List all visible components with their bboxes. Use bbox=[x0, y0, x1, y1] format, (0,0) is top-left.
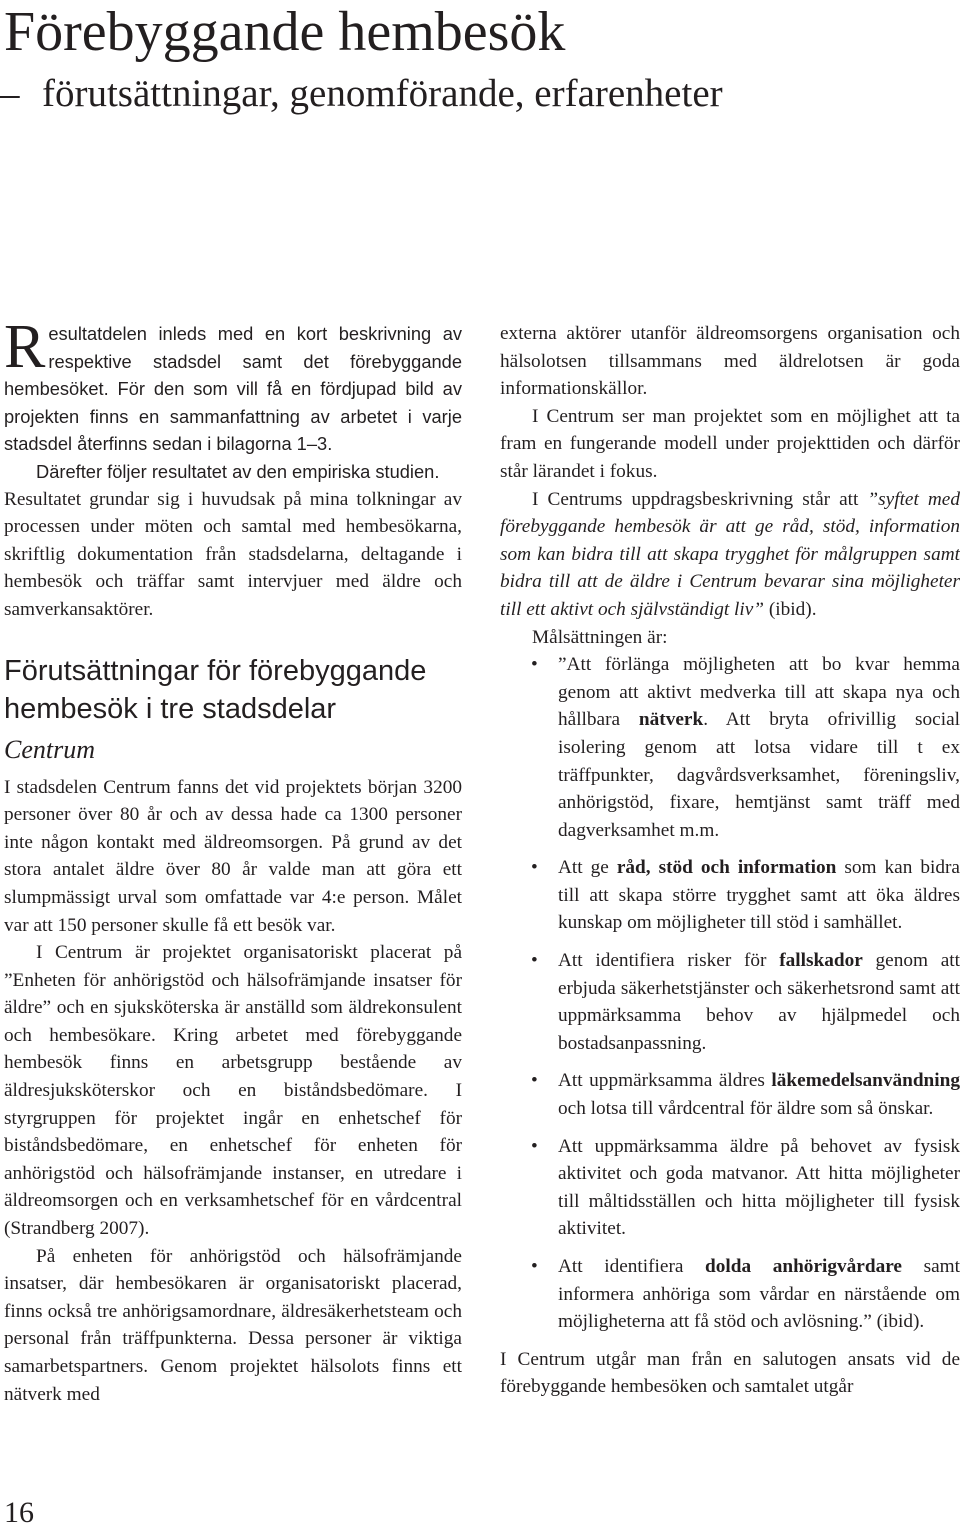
bullet-icon: • bbox=[531, 857, 538, 879]
page-title: Förebyggande hembesök bbox=[4, 1, 566, 63]
goal-item bbox=[531, 1133, 960, 1243]
bullet-icon: • bbox=[531, 1070, 538, 1092]
body-paragraph: I Centrum utgår man från en salutogen ansats vid de förebyggande hembesöken och samtalet utgår bbox=[500, 1348, 960, 1398]
goal-item bbox=[531, 651, 960, 844]
goal-item bbox=[531, 854, 960, 937]
goal-item bbox=[531, 947, 960, 1057]
subtitle-dash: – bbox=[0, 72, 20, 115]
bullet-icon: • bbox=[531, 654, 538, 676]
body-paragraph: I Centrum är projektet organisatoriskt placerat på ”Enheten för anhörigstöd och hälsofrämjande insatser för äldre” och en sjuksköterska är anställd som äldrekonsulent och hembesökare. Kring arbetet med förebyggande hembesök finns en arbetsgrupp bestående av äldresjuksköterskor och en biståndsbedömare. I styrgruppen för projektet ingår en enhetschef för biståndsbedömare, en enhetschef för enheten för anhörigstöd och hälsofrämjande instanser, en utredare i äldreomsorgen och en verksamhetschef för en vårdcentral (Strandberg 2007). bbox=[4, 942, 462, 1240]
goal-item bbox=[531, 1253, 960, 1336]
goal-keyword: läkemedelsanvändning bbox=[771, 1070, 960, 1092]
left-column bbox=[4, 313, 462, 1408]
page-subtitle bbox=[0, 70, 723, 118]
goal-text: Att uppmärksamma äldres bbox=[558, 1070, 772, 1092]
subheading: Centrum bbox=[4, 734, 95, 764]
drop-cap: R bbox=[4, 313, 46, 381]
goals-list bbox=[500, 651, 960, 1336]
body-paragraph: På enheten för anhörigstöd och hälsofrämjande insatser, där hembesökaren är organisatoriskt placerad, finns också tre anhörigsamordnare, äldresäkerhetsteam och personal från träffpunkterna. Dessa personer är viktiga samarbetspartners. Genom projektet hälsolots finns ett nätverk med bbox=[4, 1245, 462, 1405]
body-paragraph: I stadsdelen Centrum fanns det vid projektets början 3200 personer över 80 år och av dessa hade ca 1300 personer inte någon kontakt med äldreomsorgen. På grund av det stora antalet äldre över 80 år valde man att göra ett slumpmässigt urval som omfattade var 4:e person. Målet var att 150 personer skulle få ett besök var. bbox=[4, 776, 462, 936]
page-number: 16 bbox=[4, 1496, 34, 1529]
goal-text: Att ge bbox=[558, 857, 617, 879]
subtitle-text: förutsättningar, genomförande, erfarenheter bbox=[42, 72, 723, 115]
intro-text-2: Därefter följer resultatet av den empiriska studien. bbox=[36, 460, 440, 482]
goals-intro: Målsättningen är: bbox=[532, 626, 668, 648]
quote-lead: I Centrums uppdragsbeskrivning står att bbox=[532, 488, 859, 510]
bullet-icon: • bbox=[531, 1135, 538, 1157]
bullet-icon: • bbox=[531, 950, 538, 972]
goal-text: och lotsa till vårdcentral för äldre som så önskar. bbox=[558, 1098, 934, 1120]
quote-paragraph bbox=[500, 486, 960, 624]
body-paragraph: Resultatet grundar sig i huvudsak på mina tolkningar av processen under möten och samtal med hembesökarna, skriftlig dokumentation från stadsdelarna, deltagande i hembesök och träffar samt intervjuer med äldre och samverkansaktörer. bbox=[4, 488, 462, 620]
goal-text: . Att bryta ofrivillig social isolering genom att lotsa vidare till t ex träffpunkter, dagvårdsverksamhet, föreningsliv, anhörigstöd, fixare, hemtjänst samt träff med dagverksamhet m.m. bbox=[558, 709, 960, 841]
goal-text: Att uppmärksamma äldre på behovet av fysisk aktivitet och goda matvanor. Att hitta möjligheter till måltidsställen och hitta möjligheter till fysisk aktivitet. bbox=[558, 1135, 960, 1240]
body-paragraph: I Centrum ser man projektet som en möjlighet att ta fram en fungerande modell under projekttiden och därför står lärandet i fokus. bbox=[500, 405, 960, 482]
goal-keyword: dolda anhörigvårdare bbox=[705, 1256, 902, 1277]
quote-citation: (ibid). bbox=[768, 598, 817, 620]
goal-keyword: råd, stöd och information bbox=[616, 857, 837, 879]
goal-text: Att identifiera risker för bbox=[558, 950, 780, 972]
goal-text: genom att erbjuda säkerhetstjänster och säkerhetsrond samt att uppmärksamma behov av hjälpmedel och bostadsanpassning. bbox=[558, 950, 960, 1054]
goal-text: samt informera anhöriga som vårdar en närstående om möjligheterna att få stöd och avlösning.” (ibid). bbox=[558, 1256, 960, 1333]
bullet-icon: • bbox=[531, 1256, 538, 1277]
section-heading: Förutsättningar för förebyggande hembesök i tre stadsdelar bbox=[4, 654, 427, 725]
goal-text: Att identifiera bbox=[558, 1256, 706, 1277]
goal-text: som kan bidra till att skapa större trygghet samt att öka äldres kunskap om möjligheter till stöd i samhället. bbox=[558, 857, 960, 934]
goal-item bbox=[531, 1067, 960, 1122]
quote-text: ”syftet med förebyggande hembesök är att ge råd, stöd, information som kan bidra till att skapa trygghet för målgruppen samt bidra till att de äldre i Centrum bevarar sina möjligheter till ett aktivt och självständigt liv” bbox=[500, 488, 960, 620]
goal-keyword: fallskador bbox=[779, 950, 863, 972]
intro-text: esultatdelen inleds med en kort beskrivning av respektive stadsdel samt det förebyggande hembesöket. För den som vill få en fördjupad bild av projekten finns en sammanfattning av arbetet i varje stadsdel återfinns sedan i bilagorna 1–3. bbox=[4, 323, 462, 455]
body-paragraph: externa aktörer utanför äldreomsorgens organisation och hälsolotsen tillsammans med äldrelotsen är goda informationskällor. bbox=[500, 323, 960, 400]
goal-keyword: nätverk bbox=[638, 709, 704, 731]
goal-text: ”Att förlänga möjligheten att bo kvar hemma genom att aktivt medverka till att skapa nya och hållbara bbox=[558, 654, 960, 731]
intro-paragraph bbox=[4, 313, 462, 486]
right-column bbox=[500, 320, 960, 1401]
